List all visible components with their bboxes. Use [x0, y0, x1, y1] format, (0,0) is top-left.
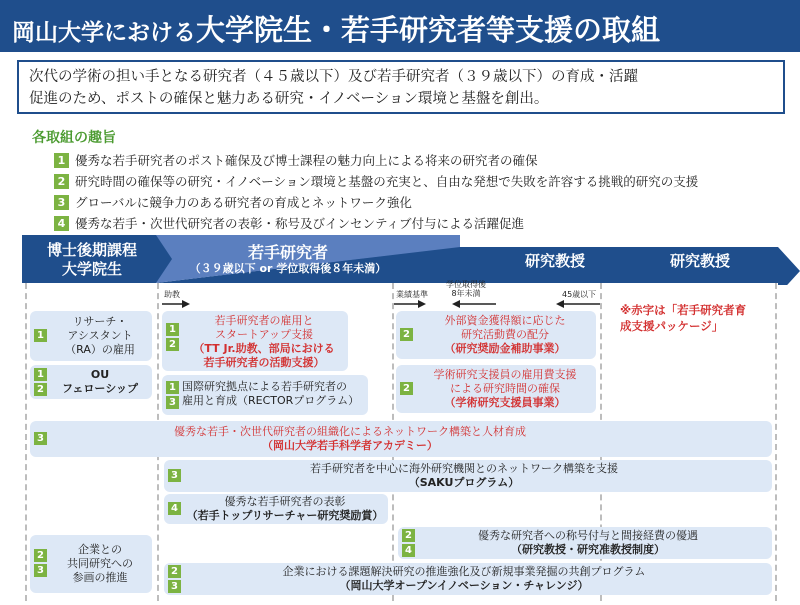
guide-line [25, 283, 27, 601]
title-main: 大学院生・若手研究者等支援の取組 [196, 13, 661, 47]
aim-item-1 [54, 151, 538, 169]
aim-num: 3 [54, 195, 69, 210]
guide-line [775, 283, 777, 601]
aim-item-2 [54, 172, 698, 190]
summary-line-1: 次代の学術の担い手となる研究者（４５歳以下）及び若手研究者（３９歳以下）の育成・活躍 [29, 69, 638, 85]
stage-arrow-tip [778, 247, 800, 285]
aim-item-3 [54, 193, 412, 211]
label-achievement: 業績基準 [396, 290, 428, 299]
stage-doctoral-line1: 博士後期課程 [46, 241, 137, 259]
summary-line-2: 促進のため、ポストの確保と魅力ある研究・イノベーション環境と基盤を創出。 [29, 91, 549, 107]
stage-professor-1: 研究教授 [524, 251, 585, 270]
note-line-1: ※赤字は「若手研究者育 [620, 303, 747, 317]
box-saku-program: 3 若手研究者を中心に海外研究機関とのネットワーク構築を支援 （SAKUプログラム） [164, 460, 772, 492]
aim-text: 優秀な若手研究者のポスト確保及び博士課程の魅力向上による将来の研究者の確保 [75, 153, 538, 168]
aim-tag: 1 [34, 329, 47, 342]
aims-heading: 各取組の趣旨 [32, 130, 116, 146]
box-startup-support: 1 2 若手研究者の雇用と スタートアップ支援 （TT Jr.助教、部局における 若手研究者の活動支援） [162, 311, 348, 371]
box-joint-research: 2 3 企業との 共同研究への 参画の推進 [30, 535, 152, 593]
box-top-researcher-award: 4 優秀な若手研究者の表彰 （若手トップリサーチャー研究奨励賞） [164, 494, 388, 524]
aim-item-4 [54, 214, 524, 232]
aim-num: 1 [54, 153, 69, 168]
title-bar [0, 0, 800, 52]
label-years-after-degree: 学位取得後 8年未満 [446, 280, 486, 298]
arrow-right-icon [162, 300, 190, 308]
stage-doctoral [22, 237, 162, 283]
stage-doctoral-line2: 大学院生 [61, 260, 122, 278]
box-research-grant: 2 外部資金獲得額に応じた 研究活動費の配分 （研究奨励金補助事業） [396, 311, 596, 359]
aim-text: 優秀な若手・次世代研究者の表彰・称号及びインセンティブ付与による活躍促進 [75, 216, 525, 231]
aim-num: 2 [54, 174, 69, 189]
box-research-assistant-staff: 2 学術研究支援員の雇用費支援 による研究時間の確保 （学術研究支援員事業） [396, 365, 596, 413]
aim-text: グローバルに競争力のある研究者の育成とネットワーク強化 [75, 195, 412, 210]
arrow-left-icon [452, 300, 496, 308]
box-rector-program: 1 3 国際研究拠点による若手研究者の 雇用と育成（RECTORプログラム） [162, 375, 368, 415]
stage-young-line1: 若手研究者 [247, 242, 328, 262]
stage-young-line2: （３９歳以下 or 学位取得後８年未満） [189, 261, 387, 275]
title-prefix: 岡山大学における [12, 20, 196, 46]
aim-text: 研究時間の確保等の研究・イノベーション環境と基盤の充実と、自由な発想で失敗を許容する挑戦的研究の支援 [75, 174, 699, 189]
arrow-right-icon [394, 300, 426, 308]
label-assistant-prof: 助教 [164, 290, 180, 299]
box-open-innovation-challenge: 2 3 企業における課題解決研究の推進強化及び新規事業発掘の共創プログラム （岡山大学オープンイノベーション・チャレンジ） [164, 563, 772, 595]
page-title [12, 8, 660, 49]
box-ou-fellowship: 1 2 OU フェローシップ [30, 365, 152, 399]
note-line-2: 成支援パッケージ」 [620, 319, 724, 333]
stage-young [168, 237, 408, 281]
arrow-left-icon [556, 300, 600, 308]
legend-note [620, 302, 746, 334]
label-under-45: 45歳以下 [562, 290, 597, 299]
box-research-assistant: 1 リサーチ・ アシスタント （RA）の雇用 [30, 311, 152, 361]
aim-num: 4 [54, 216, 69, 231]
summary-box [17, 60, 785, 114]
stage-professor-2: 研究教授 [669, 251, 730, 270]
box-research-professor-system: 2 4 優秀な研究者への称号付与と間接経費の優遇 （研究教授・研究准教授制度） [398, 527, 772, 559]
box-young-scientist-academy: 3 優秀な若手・次世代研究者の組織化によるネットワーク構築と人材育成 （岡山大学若手科学者アカデミー） [30, 421, 772, 457]
